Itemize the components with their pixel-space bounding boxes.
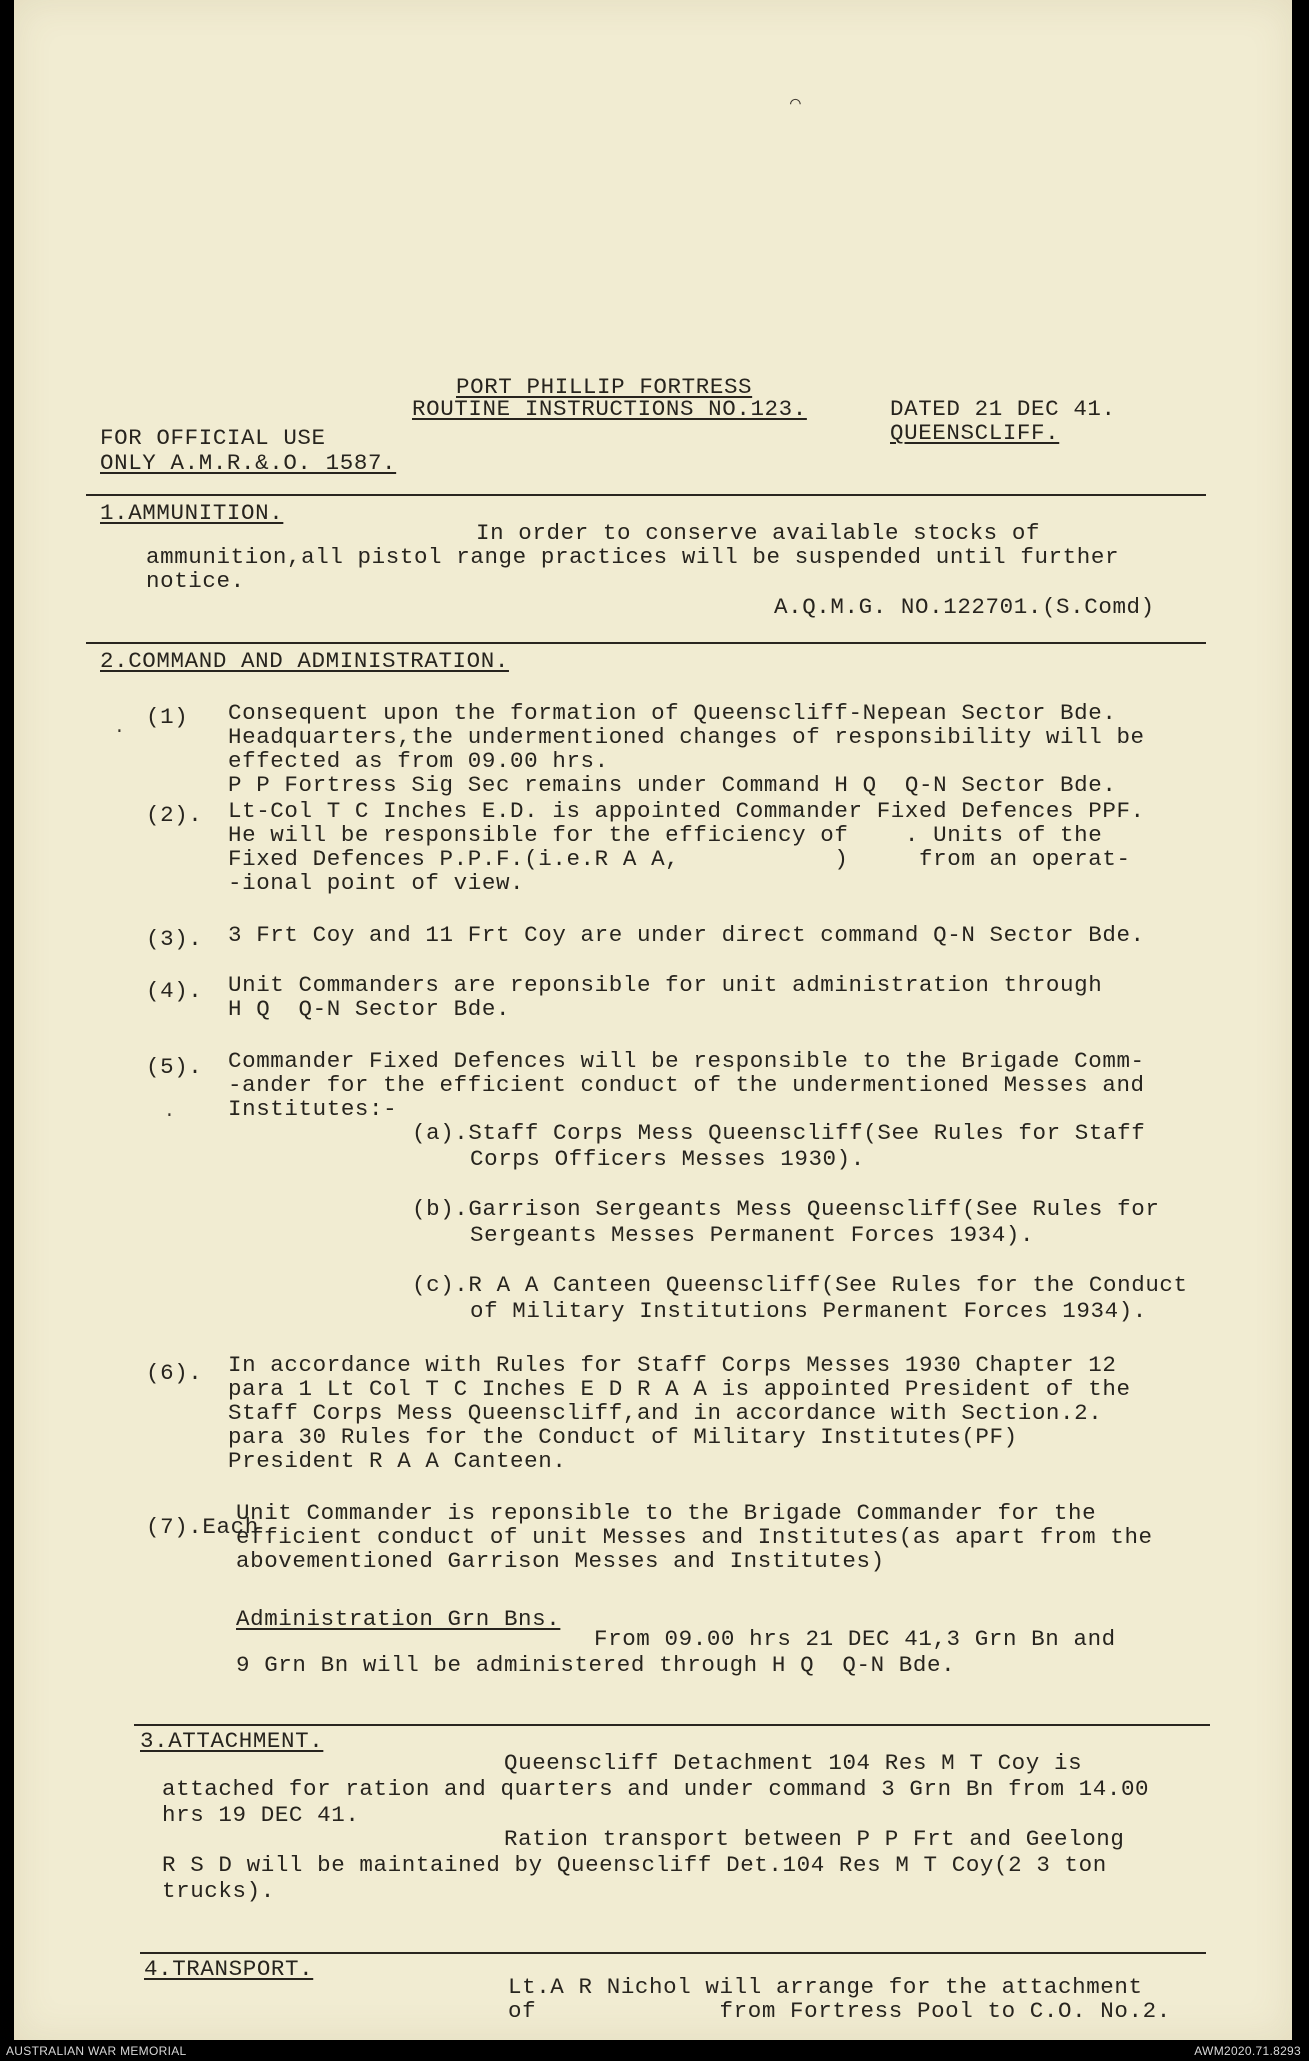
section-4-heading: 4.TRANSPORT. bbox=[144, 1956, 314, 1982]
para-number: (5). bbox=[146, 1054, 203, 1080]
para-text: In accordance with Rules for Staff Corps Messes 1930 Chapter 12 bbox=[228, 1352, 1117, 1378]
section-3-text: Ration transport between P P Frt and Geelong bbox=[504, 1826, 1125, 1852]
section-divider bbox=[134, 1724, 1210, 1726]
section-divider bbox=[86, 494, 1206, 496]
para-text: 9 Grn Bn will be administered through H Q Q-N Bde. bbox=[236, 1652, 956, 1678]
section-4-text: of from Fortress Pool to C.O. No.2. bbox=[508, 1998, 1171, 2024]
section-4-text: Lt.A R Nichol will arrange for the attachment bbox=[508, 1974, 1143, 2000]
para-text: abovementioned Garrison Messes and Institutes) bbox=[236, 1548, 885, 1574]
para-text: effected as from 09.00 hrs. bbox=[228, 748, 609, 774]
para-text: para 1 Lt Col T C Inches E D R A A is appointed President of the bbox=[228, 1376, 1131, 1402]
para-number: (3). bbox=[146, 926, 203, 952]
para-text: 3 Frt Coy and 11 Frt Coy are under direct command Q-N Sector Bde. bbox=[228, 922, 1145, 948]
para-text: Headquarters,the undermentioned changes of responsibility will be bbox=[228, 724, 1145, 750]
document-subtitle: ROUTINE INSTRUCTIONS NO.123. bbox=[412, 396, 807, 422]
subpara-text: Corps Officers Messes 1930). bbox=[470, 1146, 865, 1172]
place-line: QUEENSCLIFF. bbox=[890, 420, 1060, 446]
official-use-line-1: FOR OFFICIAL USE bbox=[100, 425, 326, 451]
paper-mark: · bbox=[164, 1106, 175, 1126]
para-text: Fixed Defences P.P.F.(i.e.R A A, ) from an operat- bbox=[228, 846, 1131, 872]
archive-footer bbox=[0, 2040, 1309, 2061]
para-text: Commander Fixed Defences will be responsible to the Brigade Comm- bbox=[228, 1048, 1145, 1074]
para-text: Unit Commander is reponsible to the Brigade Commander for the bbox=[236, 1500, 1097, 1526]
official-use-line-2: ONLY A.M.R.&.O. 1587. bbox=[100, 450, 397, 476]
para-text: He will be responsible for the efficiency of . Units of the bbox=[228, 822, 1103, 848]
para-text: Staff Corps Mess Queenscliff,and in accordance with Section.2. bbox=[228, 1400, 1103, 1426]
para-text: Unit Commanders are reponsible for unit administration through bbox=[228, 972, 1103, 998]
section-1-heading: 1.AMMUNITION. bbox=[100, 500, 284, 526]
subpara-text: (a).Staff Corps Mess Queenscliff(See Rules for Staff bbox=[412, 1120, 1146, 1146]
para-text: Lt-Col T C Inches E.D. is appointed Commander Fixed Defences PPF. bbox=[228, 798, 1145, 824]
section-1-text: In order to conserve available stocks of bbox=[476, 520, 1041, 546]
para-text: efficient conduct of unit Messes and Institutes(as apart from the bbox=[236, 1524, 1153, 1550]
para-text: H Q Q-N Sector Bde. bbox=[228, 996, 511, 1022]
para-number: (1) bbox=[146, 704, 189, 730]
archive-credit: AUSTRALIAN WAR MEMORIAL bbox=[6, 2044, 187, 2058]
paper-mark: · bbox=[114, 722, 125, 742]
section-1-text: ammunition,all pistol range practices will be suspended until further bbox=[146, 544, 1120, 570]
para-number: (6). bbox=[146, 1360, 203, 1386]
para-text: -ander for the efficient conduct of the undermentioned Messes and bbox=[228, 1072, 1145, 1098]
section-divider bbox=[86, 642, 1206, 644]
subpara-text: (b).Garrison Sergeants Mess Queenscliff(See Rules for bbox=[412, 1196, 1160, 1222]
archive-id: AWM2020.71.8293 bbox=[1194, 2044, 1301, 2058]
para-number: (7).Each bbox=[146, 1514, 259, 1540]
section-3-text: attached for ration and quarters and under command 3 Grn Bn from 14.00 bbox=[162, 1776, 1150, 1802]
para-text: President R A A Canteen. bbox=[228, 1448, 567, 1474]
para-number: (2). bbox=[146, 802, 203, 828]
section-3-text: hrs 19 DEC 41. bbox=[162, 1802, 360, 1828]
document-page bbox=[14, 0, 1292, 2040]
section-divider bbox=[140, 1952, 1206, 1954]
para-text: P P Fortress Sig Sec remains under Command H Q Q-N Sector Bde. bbox=[228, 772, 1117, 798]
para-text: Consequent upon the formation of Queenscliff-Nepean Sector Bde. bbox=[228, 700, 1117, 726]
subpara-text: (c).R A A Canteen Queenscliff(See Rules for the Conduct bbox=[412, 1272, 1188, 1298]
section-2-heading: 2.COMMAND AND ADMINISTRATION. bbox=[100, 648, 509, 674]
section-3-text: R S D will be maintained by Queenscliff Det.104 Res M T Coy(2 3 ton bbox=[162, 1852, 1107, 1878]
document-title: PORT PHILLIP FORTRESS bbox=[456, 374, 753, 400]
subpara-text: of Military Institutions Permanent Forces 1934). bbox=[470, 1298, 1147, 1324]
paper-mark: ⌒ bbox=[790, 94, 801, 114]
section-3-text: trucks). bbox=[162, 1878, 275, 1904]
date-line: DATED 21 DEC 41. bbox=[890, 396, 1116, 422]
para-text: Institutes:- bbox=[228, 1096, 398, 1122]
para-text: para 30 Rules for the Conduct of Military Institutes(PF) bbox=[228, 1424, 1018, 1450]
subsection-heading: Administration Grn Bns. bbox=[236, 1606, 561, 1632]
para-text: From 09.00 hrs 21 DEC 41,3 Grn Bn and bbox=[594, 1626, 1116, 1652]
section-3-heading: 3.ATTACHMENT. bbox=[140, 1728, 324, 1754]
para-text: -ional point of view. bbox=[228, 870, 525, 896]
section-3-text: Queenscliff Detachment 104 Res M T Coy is bbox=[504, 1750, 1083, 1776]
section-1-text: notice. bbox=[146, 568, 245, 594]
para-number: (4). bbox=[146, 978, 203, 1004]
subpara-text: Sergeants Messes Permanent Forces 1934). bbox=[470, 1222, 1035, 1248]
section-1-reference: A.Q.M.G. NO.122701.(S.Comd) bbox=[774, 594, 1155, 620]
